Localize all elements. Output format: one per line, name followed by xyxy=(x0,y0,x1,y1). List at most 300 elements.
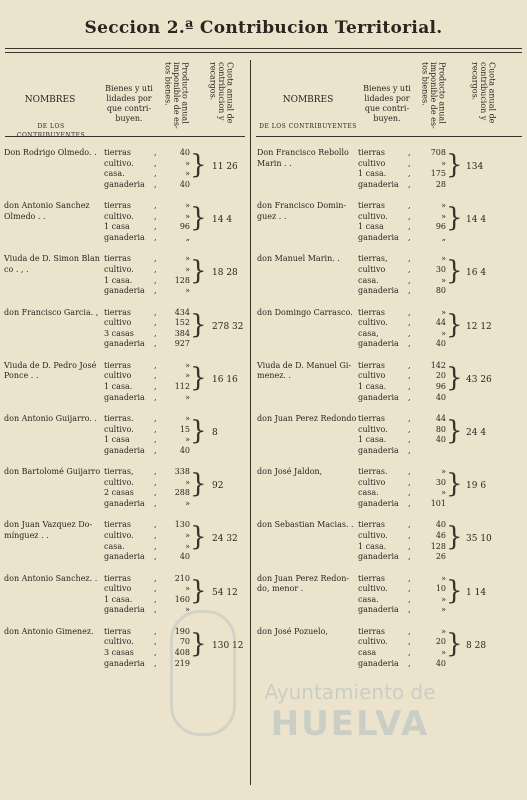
asset-value: » xyxy=(185,392,190,402)
dot-leader: , xyxy=(408,371,411,381)
asset-value: 130 xyxy=(174,520,190,530)
asset-value: 152 xyxy=(174,318,190,328)
asset-label: tierras xyxy=(104,573,132,583)
asset-value: 128 xyxy=(174,275,190,285)
asset-label: cultivo. xyxy=(358,637,388,647)
grouping-brace: } xyxy=(446,309,463,340)
asset-value: » xyxy=(185,584,190,594)
asset-value: » xyxy=(441,594,446,604)
asset-label: ganaderia xyxy=(358,179,399,189)
dot-leader: , xyxy=(408,594,411,604)
dot-leader: , xyxy=(154,307,157,317)
grouping-brace: } xyxy=(190,309,207,340)
asset-value: » xyxy=(185,265,190,274)
dot-leader: , xyxy=(154,467,157,477)
asset-label: casa. xyxy=(358,275,379,285)
asset-label: cultivo. xyxy=(358,211,388,221)
dot-leader: , xyxy=(408,339,411,349)
asset-label: casa, xyxy=(358,328,379,338)
asset-value: „ xyxy=(441,233,446,242)
asset-label: ganaderia xyxy=(104,233,145,242)
grouping-brace: } xyxy=(446,150,463,180)
asset-value: 160 xyxy=(174,594,190,604)
dot-leader: , xyxy=(154,148,157,157)
asset-value: » xyxy=(441,488,446,498)
dot-leader: , xyxy=(408,658,411,668)
dot-leader: , xyxy=(154,371,157,381)
asset-label: ganaderia xyxy=(104,286,145,296)
asset-label: ganaderia xyxy=(358,552,399,562)
asset-value: 40 xyxy=(179,148,190,157)
asset-label: 3 casas xyxy=(104,328,134,338)
asset-label: 1 casa. xyxy=(358,382,387,391)
dot-leader: , xyxy=(408,328,411,338)
dot-leader: , xyxy=(408,637,411,647)
annual-quota: 130 12 xyxy=(212,640,244,651)
dot-leader: , xyxy=(408,531,411,540)
asset-value: 80 xyxy=(435,286,446,296)
dot-leader: , xyxy=(408,265,411,274)
asset-label: cultivo xyxy=(104,318,132,328)
contributor-name: don Antonio Sanchez Olmedo . . xyxy=(4,201,90,221)
grouping-brace: } xyxy=(446,628,463,659)
asset-value: » xyxy=(185,477,190,487)
contributor-name: don Francisco Garcia. , xyxy=(4,307,99,317)
dot-leader: , xyxy=(154,211,157,221)
dot-leader: , xyxy=(408,626,411,636)
dot-leader: , xyxy=(154,435,157,445)
annual-quota: 92 xyxy=(212,481,224,492)
header-producto-right: Producto anual imponible de es- tos bienes. xyxy=(420,62,447,129)
asset-label: tierras xyxy=(358,626,386,636)
grouping-brace: } xyxy=(190,256,207,287)
asset-value: 96 xyxy=(435,382,446,391)
dot-leader: , xyxy=(408,424,411,434)
dot-leader: , xyxy=(154,414,157,423)
annual-quota: 54 12 xyxy=(212,587,238,598)
asset-value: 28 xyxy=(435,179,446,189)
asset-label: ganaderia xyxy=(104,445,145,455)
asset-value: 96 xyxy=(435,222,446,232)
annual-quota: 43 26 xyxy=(466,374,492,385)
dot-leader: , xyxy=(154,520,157,530)
dot-leader: , xyxy=(154,233,157,242)
annual-quota: 8 28 xyxy=(466,640,487,651)
asset-label: cultivo xyxy=(104,584,132,594)
dot-leader: , xyxy=(408,648,411,657)
dot-leader: , xyxy=(154,275,157,285)
dot-leader: , xyxy=(408,541,411,551)
asset-value: 96 xyxy=(179,222,190,232)
dot-leader: , xyxy=(408,307,411,317)
asset-label: cultivo. xyxy=(358,584,388,594)
header-names-left: NOMBRES xyxy=(24,95,76,105)
asset-label: tierras xyxy=(104,626,132,636)
annual-quota: 134 xyxy=(466,162,484,172)
contributor-name: Don Rodrigo Olmedo. . xyxy=(4,148,97,157)
asset-label: cultivo. xyxy=(358,531,388,540)
dot-leader: , xyxy=(154,552,157,562)
asset-label: ganaderia xyxy=(104,499,145,508)
dot-leader: , xyxy=(408,573,411,583)
asset-label: 1 casa. xyxy=(358,541,387,551)
dot-leader: , xyxy=(154,477,157,487)
grouping-brace: } xyxy=(446,362,463,393)
asset-label: casa xyxy=(358,648,377,657)
dot-leader: , xyxy=(154,158,157,168)
annual-quota: 24 32 xyxy=(212,534,238,545)
asset-value: » xyxy=(441,626,446,636)
contributor-name: don Domingo Carrasco. xyxy=(257,307,353,317)
dot-leader: , xyxy=(154,626,157,636)
dot-leader: , xyxy=(154,318,157,328)
dot-leader: , xyxy=(154,499,157,508)
asset-label: ganaderia xyxy=(104,658,145,668)
asset-value: » xyxy=(185,360,190,370)
asset-label: cultivo xyxy=(358,265,386,274)
asset-label: 1 casa xyxy=(358,222,384,232)
dot-leader: , xyxy=(408,477,411,487)
asset-value: » xyxy=(185,254,190,264)
asset-value: » xyxy=(185,158,190,168)
asset-label: cultivo. xyxy=(104,158,134,168)
asset-value: » xyxy=(185,541,190,551)
dot-leader: , xyxy=(154,541,157,551)
dot-leader: , xyxy=(408,445,411,455)
header-names-sub-left: DE LOS CONTRIBUYENTES xyxy=(16,123,86,139)
contributor-name: don Bartolomé Guijarro xyxy=(4,467,101,477)
dot-leader: , xyxy=(408,179,411,189)
asset-label: tierras xyxy=(104,520,132,530)
asset-value: 128 xyxy=(430,541,446,551)
dot-leader: , xyxy=(408,382,411,391)
top-rule-thin xyxy=(5,52,522,53)
asset-value: 408 xyxy=(174,648,190,657)
annual-quota: 14 4 xyxy=(212,215,233,226)
watermark-line2: HUELVA xyxy=(270,704,430,744)
dot-leader: , xyxy=(408,169,411,179)
dot-leader: , xyxy=(154,658,157,668)
asset-label: tierras xyxy=(358,573,386,583)
dot-leader: , xyxy=(154,328,157,338)
dot-leader: , xyxy=(154,392,157,402)
grouping-brace: } xyxy=(190,575,207,606)
contributor-name: Viuda de D. Simon Blan co . , . xyxy=(4,254,100,274)
asset-value: 80 xyxy=(435,424,446,434)
dot-leader: , xyxy=(154,286,157,296)
header-names-right: NOMBRES xyxy=(282,95,334,105)
asset-label: ganaderia xyxy=(358,499,399,508)
dot-leader: , xyxy=(408,222,411,232)
asset-value: » xyxy=(441,254,446,264)
asset-value: » xyxy=(185,435,190,445)
header-cuota-left: Cuota anual de contribucion y recargos. xyxy=(208,62,235,124)
dot-leader: , xyxy=(408,392,411,402)
asset-label: cultivo. xyxy=(104,477,134,487)
dot-leader: , xyxy=(154,488,157,498)
dot-leader: , xyxy=(408,488,411,498)
asset-value: » xyxy=(441,201,446,211)
asset-label: cultivo xyxy=(358,371,386,381)
grouping-brace: } xyxy=(446,522,463,553)
asset-value: » xyxy=(441,605,446,615)
asset-label: cultivo xyxy=(358,158,386,168)
dot-leader: , xyxy=(408,211,411,221)
asset-label: tierras xyxy=(358,360,386,370)
dot-leader: , xyxy=(408,275,411,285)
asset-value: » xyxy=(441,275,446,285)
dot-leader: , xyxy=(408,467,411,477)
asset-value: 20 xyxy=(435,637,446,647)
dot-leader: , xyxy=(154,594,157,604)
asset-value: » xyxy=(185,201,190,211)
dot-leader: , xyxy=(154,531,157,540)
seal-watermark xyxy=(170,610,236,736)
asset-label: cultivo xyxy=(104,371,132,381)
asset-label: 1 casa. xyxy=(104,594,133,604)
asset-label: cultivo. xyxy=(358,424,388,434)
asset-label: tierras xyxy=(358,414,386,423)
asset-label: ganaderia xyxy=(358,286,399,296)
asset-value: 20 xyxy=(435,371,446,381)
asset-label: ganaderia xyxy=(104,339,145,349)
header-producto-left: Producto anual imponible de es- tos bienes. xyxy=(163,62,190,129)
contributor-name: don Juan Perez Redon- do, menor . xyxy=(257,573,350,594)
contributor-name: don Juan Vazquez Do- mínguez . . xyxy=(4,520,93,540)
asset-value: 219 xyxy=(174,658,190,668)
annual-quota: 8 xyxy=(212,428,218,438)
contributor-name: don Antonio Sanchez. . xyxy=(4,573,98,583)
asset-value: 40 xyxy=(435,658,446,668)
asset-value: » xyxy=(441,307,446,317)
annual-quota: 12 12 xyxy=(466,321,492,332)
asset-value: 15 xyxy=(179,424,190,434)
grouping-brace: } xyxy=(190,150,207,180)
annual-quota: 24 4 xyxy=(466,428,487,438)
asset-label: tierras xyxy=(358,520,386,530)
asset-value: 46 xyxy=(435,531,446,540)
asset-value: » xyxy=(441,211,446,221)
asset-label: cultivo. xyxy=(104,265,134,274)
asset-value: 708 xyxy=(430,148,446,157)
asset-value: 40 xyxy=(435,339,446,349)
asset-label: ganaderia xyxy=(358,233,399,242)
grouping-brace: } xyxy=(190,522,207,553)
dot-leader: , xyxy=(154,424,157,434)
asset-label: 1 casa xyxy=(104,222,130,232)
asset-label: casa. xyxy=(104,169,125,179)
dot-leader: , xyxy=(154,360,157,370)
header-bienes-right: Bienes y uti lidades por que contri- buyen. xyxy=(363,84,411,123)
contributor-name: don José Pozuelo, xyxy=(257,626,328,636)
dot-leader: , xyxy=(154,573,157,583)
asset-label: tierras xyxy=(358,201,386,211)
asset-value: 10 xyxy=(435,584,446,594)
asset-value: 384 xyxy=(174,328,190,338)
asset-label: 1 casa. xyxy=(104,275,133,285)
asset-label: tierras xyxy=(358,148,386,157)
asset-value: 40 xyxy=(435,520,446,530)
asset-label: tierras xyxy=(358,307,386,317)
dot-leader: , xyxy=(154,254,157,264)
contributor-name: don Francisco Domin- guez . . xyxy=(257,201,347,221)
asset-label: ganaderia xyxy=(358,445,399,455)
asset-label: ganaderia xyxy=(104,552,145,562)
asset-label: tierras. xyxy=(358,467,388,477)
contributor-name: Viuda de D. Manuel Gi- menez. . xyxy=(257,360,352,381)
asset-value: 30 xyxy=(435,265,446,274)
asset-value: » xyxy=(185,499,190,508)
asset-value: 175 xyxy=(430,169,446,179)
asset-value: » xyxy=(441,573,446,583)
asset-label: casa. xyxy=(358,488,379,498)
asset-value: » xyxy=(185,371,190,381)
dot-leader: , xyxy=(408,201,411,211)
header-cuota-right: Cuota anual de contribucion y recargos. xyxy=(470,62,497,124)
asset-label: tierras xyxy=(104,201,132,211)
asset-value: » xyxy=(185,414,190,423)
contributor-name: Viuda de D. Pedro José Ponce . . xyxy=(4,360,97,381)
asset-label: 2 casas xyxy=(104,488,134,498)
asset-label: tierras xyxy=(104,307,132,317)
header-bienes-left: Bienes y uti lidades por que contri- buyen. xyxy=(105,84,153,123)
asset-value: » xyxy=(441,158,446,168)
asset-value: 112 xyxy=(174,382,190,391)
asset-label: tierras. xyxy=(104,414,134,423)
asset-label: ganaderia xyxy=(104,392,145,402)
contributor-name: don Manuel Marin. . xyxy=(257,254,340,264)
asset-label: casa. xyxy=(104,541,125,551)
dot-leader: , xyxy=(154,382,157,391)
dot-leader: , xyxy=(408,520,411,530)
annual-quota: 11 26 xyxy=(212,162,238,172)
grouping-brace: } xyxy=(190,362,207,393)
dot-leader: , xyxy=(408,414,411,423)
dot-leader: , xyxy=(408,158,411,168)
contributor-name: don José Jaldon, xyxy=(257,467,323,477)
asset-value: 26 xyxy=(435,552,446,562)
asset-label: ganaderia xyxy=(104,605,145,615)
grouping-brace: } xyxy=(446,469,463,500)
asset-value: 40 xyxy=(179,445,190,455)
dot-leader: , xyxy=(408,605,411,615)
asset-value: » xyxy=(185,605,190,615)
dot-leader: , xyxy=(154,169,157,179)
contributor-name: don Antonio Gimenez. xyxy=(4,626,94,636)
asset-value: » xyxy=(441,328,446,338)
page-title: Seccion 2.ª Contribucion Territorial. xyxy=(84,18,443,38)
asset-label: cultivo. xyxy=(104,531,134,540)
asset-value: 70 xyxy=(179,637,190,647)
annual-quota: 18 28 xyxy=(212,268,238,279)
asset-label: tierras, xyxy=(104,467,134,477)
watermark-line1: Ayuntamiento de xyxy=(264,680,436,704)
asset-value: 142 xyxy=(430,360,446,370)
asset-value: 44 xyxy=(435,318,446,328)
grouping-brace: } xyxy=(446,575,463,606)
asset-label: 1 casa xyxy=(104,435,130,445)
annual-quota: 16 16 xyxy=(212,374,238,385)
asset-label: 1 casa. xyxy=(358,435,387,445)
grouping-brace: } xyxy=(446,416,463,446)
annual-quota: 1 14 xyxy=(466,587,487,598)
dot-leader: , xyxy=(154,648,157,657)
header-names-sub-right: DE LOS CONTRIBUYENTES xyxy=(259,123,357,130)
dot-leader: , xyxy=(408,360,411,370)
dot-leader: , xyxy=(154,339,157,349)
asset-label: ganaderia xyxy=(358,658,399,668)
asset-label: ganaderia xyxy=(358,339,399,349)
contributor-name: Don Francisco Rebollo Marin . . xyxy=(257,148,349,168)
asset-value: 338 xyxy=(174,467,190,477)
asset-label: tierras xyxy=(104,148,132,157)
dot-leader: , xyxy=(408,584,411,594)
asset-label: ganaderia xyxy=(358,392,399,402)
asset-value: » xyxy=(185,211,190,221)
asset-value: 44 xyxy=(435,414,446,423)
asset-label: casa. xyxy=(358,594,379,604)
annual-quota: 16 4 xyxy=(466,268,487,279)
header-rule-right xyxy=(256,136,522,137)
grouping-brace: } xyxy=(190,203,207,234)
annual-quota: 14 4 xyxy=(466,215,487,226)
asset-value: 190 xyxy=(174,626,190,636)
asset-label: tierras xyxy=(104,360,132,370)
grouping-brace: } xyxy=(446,256,463,287)
asset-label: 3 casas xyxy=(104,648,134,657)
dot-leader: , xyxy=(408,499,411,508)
dot-leader: , xyxy=(154,445,157,455)
grouping-brace: } xyxy=(190,628,207,659)
contributor-name: don Sebastian Macias. . xyxy=(257,520,354,530)
asset-value: » xyxy=(185,169,190,179)
asset-value: 210 xyxy=(174,573,190,583)
dot-leader: , xyxy=(154,637,157,647)
asset-label: 1 casa. xyxy=(104,382,133,391)
asset-value: 927 xyxy=(174,339,190,349)
grouping-brace: } xyxy=(190,416,207,446)
asset-label: ganaderia xyxy=(358,605,399,615)
dot-leader: , xyxy=(408,318,411,328)
annual-quota: 278 32 xyxy=(212,321,244,332)
asset-value: 30 xyxy=(435,477,446,487)
dot-leader: , xyxy=(408,435,411,445)
contributor-name: don Juan Perez Redondo xyxy=(257,414,357,423)
dot-leader: , xyxy=(154,605,157,615)
asset-label: tierras xyxy=(104,254,132,264)
dot-leader: , xyxy=(154,222,157,232)
annual-quota: 35 10 xyxy=(466,534,492,545)
asset-label: tierras, xyxy=(358,254,388,264)
asset-label: cultivo xyxy=(358,477,386,487)
asset-label: cultivo. xyxy=(104,637,134,647)
dot-leader: , xyxy=(408,233,411,242)
asset-value: » xyxy=(441,467,446,477)
asset-value: » xyxy=(185,286,190,296)
asset-value: » xyxy=(185,531,190,540)
asset-value: 101 xyxy=(430,499,446,508)
asset-label: cultivo. xyxy=(104,211,134,221)
grouping-brace: } xyxy=(190,469,207,500)
asset-value: 40 xyxy=(435,435,446,445)
annual-quota: 19 6 xyxy=(466,481,487,492)
asset-value: 434 xyxy=(174,307,190,317)
dot-leader: , xyxy=(154,584,157,594)
asset-label: cultivo. xyxy=(358,318,388,328)
dot-leader: , xyxy=(154,265,157,274)
dot-leader: , xyxy=(408,286,411,296)
asset-value: 40 xyxy=(179,552,190,562)
